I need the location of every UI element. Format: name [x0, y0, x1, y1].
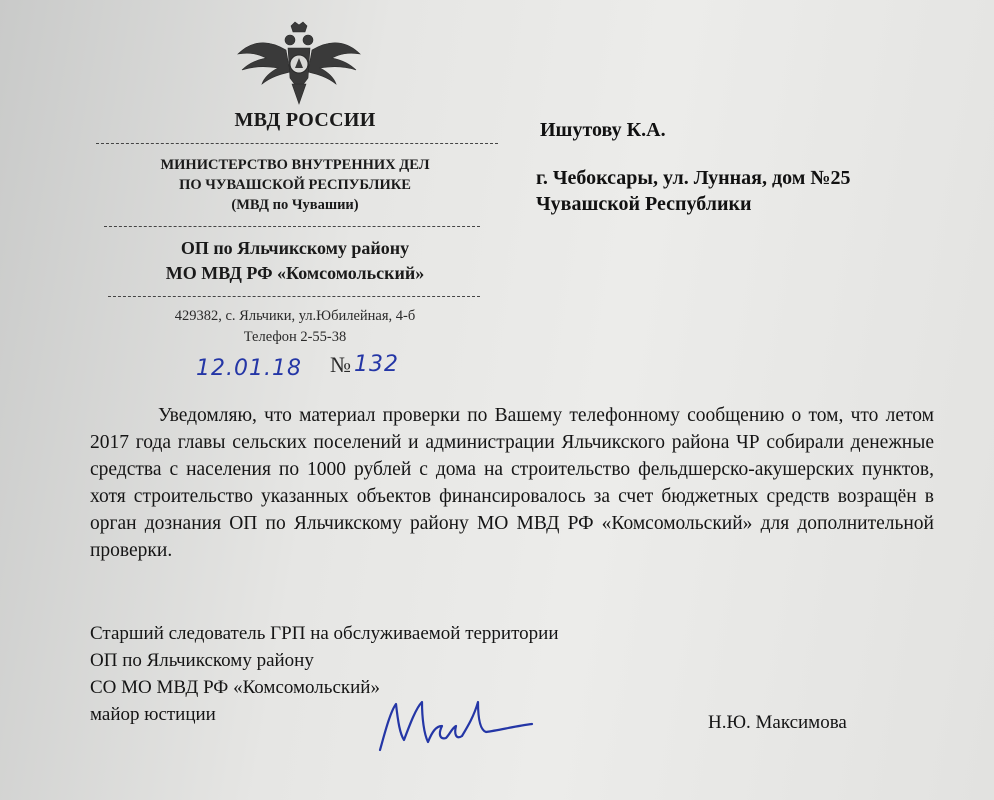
department-block: [130, 236, 460, 286]
header-divider: [96, 143, 498, 144]
position-line: майор юстиции: [90, 704, 216, 725]
eagle-emblem-icon: [236, 20, 362, 106]
sender-address: [120, 306, 470, 348]
signer-name: Н.Ю. Максимова: [708, 712, 847, 733]
header-divider: [104, 226, 480, 227]
ministry-line: ПО ЧУВАШСКОЙ РЕСПУБЛИКЕ: [179, 177, 411, 193]
position-line: Старший следователь ГРП на обслуживаемой территории: [90, 623, 559, 644]
org-title: МВД РОССИИ: [234, 109, 376, 131]
recipient-address-line: Чувашской Республики: [536, 193, 752, 215]
ministry-line: МИНИСТЕРСТВО ВНУТРЕННИХ ДЕЛ: [160, 157, 430, 173]
department-line: ОП по Яльчикскому району: [180, 238, 410, 258]
header-divider: [108, 296, 480, 297]
department-line: МО МВД РФ «Комсомольский»: [165, 263, 425, 283]
position-line: СО МО МВД РФ «Комсомольский»: [90, 677, 380, 698]
number-label: №: [330, 352, 352, 377]
letter-body: [90, 402, 934, 564]
ministry-block: [130, 155, 460, 215]
ministry-line: (МВД по Чувашии): [231, 197, 359, 213]
handwritten-date: 12.01.18: [196, 356, 302, 381]
recipient-address-line: г. Чебоксары, ул. Лунная, дом №25: [536, 167, 851, 189]
recipient-address: [536, 165, 850, 217]
position-line: ОП по Яльчикскому району: [90, 650, 314, 671]
recipient-name: Ишутову К.А.: [540, 119, 666, 141]
handwritten-signature-icon: [370, 682, 540, 758]
handwritten-number: 132: [354, 352, 399, 377]
body-paragraph: Уведомляю, что материал проверки по Вашему телефонному сообщению о том, что летом 2017 года главы сельских поселений и администрации Яльчикского района ЧР собирали денежные средства с населения по 1000 рублей с дома на строительство фельдшерско-акушерских пунктов, хотя строительство указанных объектов финансировалось за счет бюджетных средств возращён в орган дознания ОП по Яльчикскому району МО МВД РФ «Комсомольский» для дополнительной проверки.: [90, 405, 934, 561]
address-line: 429382, с. Яльчики, ул.Юбилейная, 4-б: [174, 308, 416, 324]
address-line: Телефон 2-55-38: [243, 329, 347, 345]
